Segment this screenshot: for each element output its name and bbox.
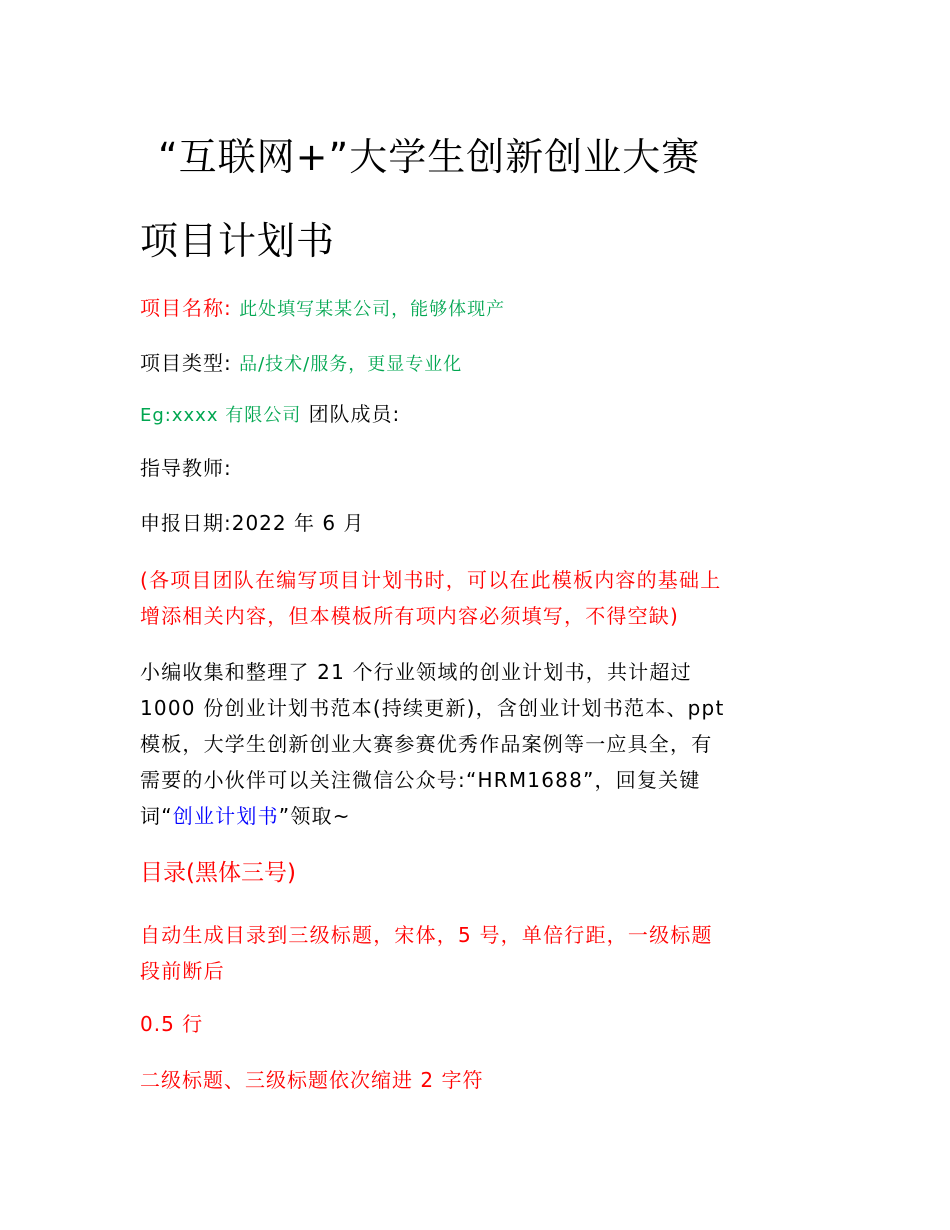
promo-line [140, 798, 820, 834]
toc-instructions [140, 917, 820, 989]
project-type-label: 项目类型: [140, 351, 232, 375]
promo-line: 小编收集和整理了 21 个行业领域的创业计划书，共计超过 [140, 660, 692, 684]
toc-rule-indent: 二级标题、三级标题依次缩进 2 字符 [140, 1068, 484, 1092]
promo-prefix: 词“ [140, 804, 173, 828]
team-members-field [140, 404, 400, 425]
project-name-label: 项目名称: [140, 296, 232, 320]
promo-suffix: ”领取~ [278, 804, 351, 828]
company-example: Eg:xxxx 有限公司 [140, 405, 302, 426]
notice-line: 增添相关内容，但本模板所有项内容必须填写，不得空缺) [140, 604, 680, 628]
project-type-field [140, 353, 462, 374]
submission-date: 申报日期:2022 年 6 月 [140, 511, 365, 535]
advisor-label: 指导教师: [140, 456, 232, 480]
promo-line: 模板，大学生创新创业大赛参赛优秀作品案例等一应具全，有 [140, 732, 713, 756]
toc-heading: 目录(黑体三号) [140, 860, 296, 886]
notice-paragraph [140, 562, 820, 634]
project-name-field [140, 298, 505, 319]
project-name-value: 此处填写某某公司，能够体现产 [239, 299, 506, 320]
document-title-line1: “互联网+”大学生创新创业大赛 [158, 135, 701, 179]
toc-rule-line: 段前断后 [140, 959, 225, 983]
keyword-link[interactable]: 创业计划书 [172, 804, 279, 828]
document-title-line2: 项目计划书 [140, 219, 336, 263]
promo-line: 1000 份创业计划书范本(持续更新)，含创业计划书范本、ppt [140, 696, 725, 720]
promo-paragraph [140, 654, 820, 834]
team-members-label: 团队成员: [308, 402, 401, 426]
project-type-value: 品/技术/服务，更显专业化 [239, 354, 463, 375]
toc-rule-spacing: 0.5 行 [140, 1012, 204, 1036]
promo-line: 需要的小伙伴可以关注微信公众号:“HRM1688”，回复关键 [140, 768, 701, 792]
toc-rule-line: 自动生成目录到三级标题，宋体，5 号，单倍行距，一级标题 [140, 923, 713, 947]
notice-line: (各项目团队在编写项目计划书时，可以在此模板内容的基础上 [140, 568, 722, 592]
